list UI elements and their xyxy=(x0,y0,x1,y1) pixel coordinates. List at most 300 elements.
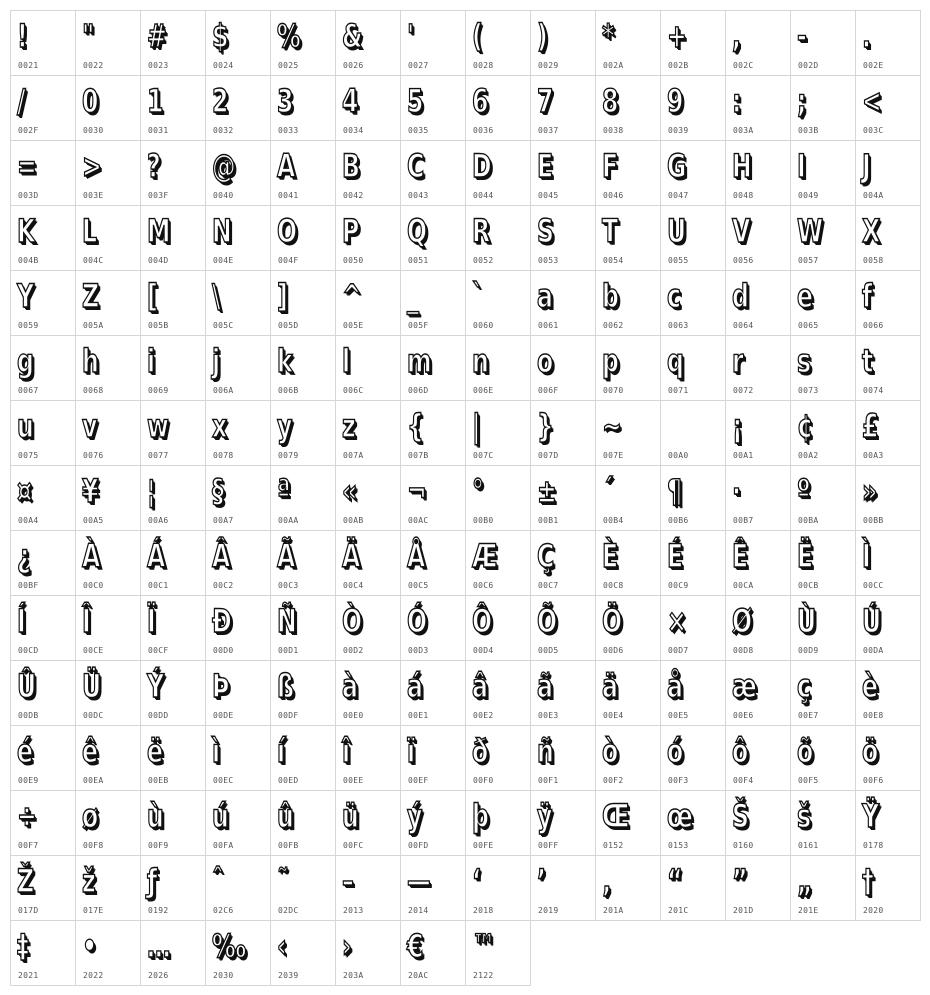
glyph-code: 00C4 xyxy=(343,581,364,590)
glyph-char: H xyxy=(732,147,752,185)
glyph-code: 0055 xyxy=(668,256,689,265)
glyph-cell-00D0 xyxy=(206,596,271,661)
glyph-cell-0029 xyxy=(531,11,596,76)
glyph-code: 00F7 xyxy=(18,841,39,850)
glyph-code: 0063 xyxy=(668,321,689,330)
glyph-cell-00D8 xyxy=(726,596,791,661)
glyph-cell-2039 xyxy=(271,921,336,986)
glyph-cell-0178 xyxy=(856,791,921,856)
glyph-code: 0033 xyxy=(278,126,299,135)
glyph-cell-00E3 xyxy=(531,661,596,726)
glyph-code: 00AC xyxy=(408,516,429,525)
glyph-char: † xyxy=(862,862,874,900)
glyph-char: y xyxy=(277,407,293,445)
glyph-code: 00D3 xyxy=(408,646,429,655)
glyph-code: 0079 xyxy=(278,451,299,460)
glyph-char: Å xyxy=(407,537,426,575)
glyph-char: d xyxy=(732,277,749,315)
glyph-char: Ø xyxy=(732,602,753,640)
glyph-cell-00B0 xyxy=(466,466,531,531)
glyph-char: Â xyxy=(212,537,231,575)
glyph-char: € xyxy=(407,927,424,965)
glyph-code: 00CE xyxy=(83,646,104,655)
glyph-cell-2020 xyxy=(856,856,921,921)
glyph-char: Ê xyxy=(732,537,749,575)
glyph-cell-005E xyxy=(336,271,401,336)
glyph-code: 0074 xyxy=(863,386,884,395)
glyph-cell-00F3 xyxy=(661,726,726,791)
glyph-code: 02C6 xyxy=(213,906,234,915)
glyph-cell-201C xyxy=(661,856,726,921)
glyph-cell-00B4 xyxy=(596,466,661,531)
glyph-char: ì xyxy=(212,732,221,770)
glyph-code: 0043 xyxy=(408,191,429,200)
glyph-char: E xyxy=(537,147,554,185)
glyph-code: 00FF xyxy=(538,841,559,850)
glyph-cell-0025 xyxy=(271,11,336,76)
glyph-cell-0152 xyxy=(596,791,661,856)
glyph-code: 00EF xyxy=(408,776,429,785)
glyph-cell-0023 xyxy=(141,11,206,76)
glyph-char: ™ xyxy=(472,927,496,965)
glyph-code: 0067 xyxy=(18,386,39,395)
glyph-cell-005B xyxy=(141,271,206,336)
glyph-char: È xyxy=(602,537,619,575)
glyph-char: . xyxy=(862,17,871,55)
glyph-char: $ xyxy=(212,17,229,55)
glyph-code: 00D5 xyxy=(538,646,559,655)
glyph-code: 00BA xyxy=(798,516,819,525)
glyph-char: 1 xyxy=(147,82,164,120)
glyph-code: 00A5 xyxy=(83,516,104,525)
glyph-char: K xyxy=(17,212,36,250)
glyph-char: ô xyxy=(732,732,749,770)
glyph-char: å xyxy=(667,667,683,705)
glyph-char: û xyxy=(277,797,294,835)
glyph-char: Ç xyxy=(537,537,555,575)
glyph-char: Á xyxy=(147,537,166,575)
glyph-char: v xyxy=(82,407,98,445)
glyph-code: 00C5 xyxy=(408,581,429,590)
glyph-char: Ù xyxy=(797,602,817,640)
glyph-cell-2122 xyxy=(466,921,531,986)
glyph-code: 0057 xyxy=(798,256,819,265)
glyph-code: 004D xyxy=(148,256,169,265)
glyph-char: J xyxy=(862,147,871,185)
glyph-cell-0049 xyxy=(791,141,856,206)
glyph-code: 201C xyxy=(668,906,689,915)
glyph-cell-0075 xyxy=(11,401,76,466)
glyph-char: " xyxy=(82,17,95,55)
glyph-cell-20AC xyxy=(401,921,466,986)
glyph-code: 203A xyxy=(343,971,364,980)
glyph-char: O xyxy=(277,212,298,250)
glyph-cell-00C5 xyxy=(401,531,466,596)
glyph-code: 0066 xyxy=(863,321,884,330)
glyph-cell-203A xyxy=(336,921,401,986)
glyph-char: P xyxy=(342,212,360,250)
glyph-cell-0065 xyxy=(791,271,856,336)
glyph-code: 0060 xyxy=(473,321,494,330)
glyph-char: Ì xyxy=(862,537,871,575)
glyph-code: 0064 xyxy=(733,321,754,330)
glyph-cell-00A0 xyxy=(661,401,726,466)
glyph-cell-00A7 xyxy=(206,466,271,531)
glyph-code: 2014 xyxy=(408,906,429,915)
glyph-code: 00A1 xyxy=(733,451,754,460)
glyph-code: 004B xyxy=(18,256,39,265)
glyph-cell-0034 xyxy=(336,76,401,141)
glyph-cell-00BF xyxy=(11,531,76,596)
glyph-code: 2021 xyxy=(18,971,39,980)
glyph-char: L xyxy=(82,212,98,250)
glyph-code: 00BF xyxy=(18,581,39,590)
glyph-code: 00E6 xyxy=(733,711,754,720)
glyph-cell-00CB xyxy=(791,531,856,596)
glyph-code: 0051 xyxy=(408,256,429,265)
glyph-char xyxy=(667,405,675,447)
glyph-cell-00A3 xyxy=(856,401,921,466)
glyph-cell-002F xyxy=(11,76,76,141)
glyph-char: “ xyxy=(667,862,683,900)
glyph-code: 0025 xyxy=(278,61,299,70)
glyph-char: ÿ xyxy=(537,797,553,835)
glyph-code: 00FE xyxy=(473,841,494,850)
glyph-char: Ë xyxy=(797,537,814,575)
glyph-code: 00EC xyxy=(213,776,234,785)
glyph-cell-0153 xyxy=(661,791,726,856)
glyph-char: o xyxy=(537,342,554,380)
glyph-cell-017E xyxy=(76,856,141,921)
glyph-char: ‰ xyxy=(212,927,247,965)
glyph-char: ’ xyxy=(537,862,546,900)
glyph-char: º xyxy=(797,472,811,510)
glyph-char: ¶ xyxy=(667,472,683,510)
glyph-cell-00E7 xyxy=(791,661,856,726)
glyph-cell-0042 xyxy=(336,141,401,206)
glyph-char: / xyxy=(17,82,26,120)
glyph-char: g xyxy=(17,342,34,380)
glyph-cell-006D xyxy=(401,336,466,401)
glyph-code: 00D1 xyxy=(278,646,299,655)
glyph-cell-00F7 xyxy=(11,791,76,856)
glyph-char: u xyxy=(17,407,34,445)
glyph-char: Y xyxy=(17,277,35,315)
glyph-code: 006D xyxy=(408,386,429,395)
glyph-code: 006F xyxy=(538,386,559,395)
glyph-code: 00DF xyxy=(278,711,299,720)
glyph-char: × xyxy=(667,602,687,640)
glyph-char: ‡ xyxy=(17,927,29,965)
glyph-char: ˆ xyxy=(212,862,224,900)
glyph-char: < xyxy=(862,82,882,120)
glyph-cell-0161 xyxy=(791,791,856,856)
glyph-cell-00F0 xyxy=(466,726,531,791)
glyph-code: 0038 xyxy=(603,126,624,135)
glyph-cell-005D xyxy=(271,271,336,336)
glyph-cell-0026 xyxy=(336,11,401,76)
glyph-code: 002D xyxy=(798,61,819,70)
glyph-code: 0029 xyxy=(538,61,559,70)
glyph-code: 007B xyxy=(408,451,429,460)
glyph-char: 7 xyxy=(537,82,554,120)
glyph-char: ï xyxy=(407,732,416,770)
glyph-code: 0192 xyxy=(148,906,169,915)
glyph-code: 00C7 xyxy=(538,581,559,590)
glyph-code: 0062 xyxy=(603,321,624,330)
glyph-code: 201D xyxy=(733,906,754,915)
glyph-code: 0077 xyxy=(148,451,169,460)
glyph-cell-0068 xyxy=(76,336,141,401)
glyph-code: 00B6 xyxy=(668,516,689,525)
glyph-cell-0033 xyxy=(271,76,336,141)
glyph-code: 002B xyxy=(668,61,689,70)
glyph-char: b xyxy=(602,277,619,315)
glyph-cell-00EF xyxy=(401,726,466,791)
glyph-char: ü xyxy=(342,797,359,835)
glyph-code: 00E1 xyxy=(408,711,429,720)
glyph-cell-00C7 xyxy=(531,531,596,596)
glyph-code: 0160 xyxy=(733,841,754,850)
glyph-cell-00DF xyxy=(271,661,336,726)
glyph-code: 0035 xyxy=(408,126,429,135)
glyph-char: Û xyxy=(17,667,37,705)
glyph-code: 00E2 xyxy=(473,711,494,720)
glyph-code: 00A6 xyxy=(148,516,169,525)
glyph-cell-006E xyxy=(466,336,531,401)
glyph-code: 201A xyxy=(603,906,624,915)
glyph-cell-0067 xyxy=(11,336,76,401)
glyph-cell-00FD xyxy=(401,791,466,856)
glyph-code: 003E xyxy=(83,191,104,200)
glyph-code: 00BB xyxy=(863,516,884,525)
glyph-cell-005C xyxy=(206,271,271,336)
glyph-code: 0069 xyxy=(148,386,169,395)
glyph-char: & xyxy=(342,17,363,55)
glyph-code: 005E xyxy=(343,321,364,330)
glyph-cell-00CF xyxy=(141,596,206,661)
glyph-cell-00E0 xyxy=(336,661,401,726)
glyph-char: ( xyxy=(472,17,483,55)
glyph-char: ) xyxy=(537,17,548,55)
glyph-cell-00C9 xyxy=(661,531,726,596)
glyph-code: 00F8 xyxy=(83,841,104,850)
glyph-code: 003B xyxy=(798,126,819,135)
glyph-code: 00F6 xyxy=(863,776,884,785)
glyph-cell-017D xyxy=(11,856,76,921)
glyph-code: 00A0 xyxy=(668,451,689,460)
glyph-code: 2030 xyxy=(213,971,234,980)
glyph-cell-0064 xyxy=(726,271,791,336)
glyph-char: õ xyxy=(797,732,814,770)
glyph-code: 004C xyxy=(83,256,104,265)
glyph-code: 00F3 xyxy=(668,776,689,785)
glyph-cell-00D9 xyxy=(791,596,856,661)
glyph-code: 0023 xyxy=(148,61,169,70)
glyph-code: 006C xyxy=(343,386,364,395)
glyph-cell-006A xyxy=(206,336,271,401)
glyph-code: 00A3 xyxy=(863,451,884,460)
glyph-char: ä xyxy=(602,667,618,705)
glyph-char: M xyxy=(147,212,171,250)
glyph-cell-00EC xyxy=(206,726,271,791)
glyph-char: á xyxy=(407,667,423,705)
glyph-char: k xyxy=(277,342,293,380)
glyph-char: 3 xyxy=(277,82,294,120)
glyph-code: 017E xyxy=(83,906,104,915)
glyph-code: 0052 xyxy=(473,256,494,265)
glyph-code: 00A7 xyxy=(213,516,234,525)
glyph-char: R xyxy=(472,212,491,250)
glyph-char: Þ xyxy=(212,667,230,705)
glyph-char: G xyxy=(667,147,687,185)
glyph-code: 0046 xyxy=(603,191,624,200)
glyph-cell-0053 xyxy=(531,206,596,271)
glyph-char: ß xyxy=(277,667,294,705)
glyph-char: ‹ xyxy=(277,927,287,965)
glyph-char: « xyxy=(342,472,358,510)
glyph-code: 00FD xyxy=(408,841,429,850)
glyph-code: 0054 xyxy=(603,256,624,265)
glyph-cell-0035 xyxy=(401,76,466,141)
glyph-char: Æ xyxy=(472,537,498,575)
glyph-char: ^ xyxy=(342,277,362,315)
glyph-char: ! xyxy=(17,17,28,55)
glyph-cell-00EB xyxy=(141,726,206,791)
glyph-code: 006A xyxy=(213,386,234,395)
glyph-code: 003F xyxy=(148,191,169,200)
glyph-char: Ò xyxy=(342,602,363,640)
glyph-cell-0031 xyxy=(141,76,206,141)
glyph-code: 0049 xyxy=(798,191,819,200)
glyph-char: Ñ xyxy=(277,602,297,640)
glyph-code: 0056 xyxy=(733,256,754,265)
glyph-cell-0072 xyxy=(726,336,791,401)
glyph-cell-2026 xyxy=(141,921,206,986)
glyph-char: „ xyxy=(797,862,813,900)
glyph-char: Ö xyxy=(602,602,623,640)
glyph-cell-0077 xyxy=(141,401,206,466)
glyph-char: ž xyxy=(82,862,96,900)
glyph-code: 00DC xyxy=(83,711,104,720)
glyph-code: 00D2 xyxy=(343,646,364,655)
glyph-cell-0040 xyxy=(206,141,271,206)
glyph-cell-007C xyxy=(466,401,531,466)
glyph-cell-0052 xyxy=(466,206,531,271)
glyph-cell-00F9 xyxy=(141,791,206,856)
glyph-code: 2020 xyxy=(863,906,884,915)
glyph-cell-00D1 xyxy=(271,596,336,661)
glyph-char: { xyxy=(407,407,424,445)
glyph-code: 00DE xyxy=(213,711,234,720)
glyph-code: 00E5 xyxy=(668,711,689,720)
glyph-char: í xyxy=(277,732,286,770)
glyph-char: — xyxy=(407,862,431,900)
glyph-cell-0051 xyxy=(401,206,466,271)
glyph-cell-00F6 xyxy=(856,726,921,791)
glyph-cell-0046 xyxy=(596,141,661,206)
glyph-code: 2013 xyxy=(343,906,364,915)
glyph-cell-00AA xyxy=(271,466,336,531)
glyph-code: 0034 xyxy=(343,126,364,135)
glyph-code: 007C xyxy=(473,451,494,460)
glyph-char: - xyxy=(797,17,807,55)
glyph-code: 002A xyxy=(603,61,624,70)
glyph-cell-201D xyxy=(726,856,791,921)
glyph-char: p xyxy=(602,342,619,380)
glyph-code: 201E xyxy=(798,906,819,915)
glyph-char: : xyxy=(732,82,742,120)
glyph-cell-0063 xyxy=(661,271,726,336)
glyph-code: 005A xyxy=(83,321,104,330)
glyph-cell-007E xyxy=(596,401,661,466)
glyph-char: z xyxy=(342,407,356,445)
glyph-cell-00DB xyxy=(11,661,76,726)
glyph-code: 0022 xyxy=(83,61,104,70)
glyph-cell-00F8 xyxy=(76,791,141,856)
glyph-char: • xyxy=(82,927,98,965)
glyph-code: 004A xyxy=(863,191,884,200)
glyph-char: ú xyxy=(212,797,229,835)
glyph-cell-0070 xyxy=(596,336,661,401)
glyph-cell-2022 xyxy=(76,921,141,986)
glyph-code: 00FA xyxy=(213,841,234,850)
glyph-cell-00F5 xyxy=(791,726,856,791)
glyph-char: Ü xyxy=(82,667,102,705)
glyph-cell-005F xyxy=(401,271,466,336)
glyph-char: ‘ xyxy=(472,862,481,900)
glyph-char: 9 xyxy=(667,82,684,120)
glyph-char: A xyxy=(277,147,296,185)
glyph-char: i xyxy=(147,342,156,380)
glyph-code: 00CA xyxy=(733,581,754,590)
glyph-code: 00FB xyxy=(278,841,299,850)
glyph-code: 0028 xyxy=(473,61,494,70)
glyph-cell-00B7 xyxy=(726,466,791,531)
glyph-char: ê xyxy=(82,732,99,770)
glyph-char: W xyxy=(797,212,824,250)
glyph-char: ù xyxy=(147,797,164,835)
glyph-code: 003C xyxy=(863,126,884,135)
glyph-char: Í xyxy=(17,602,26,640)
glyph-cell-2014 xyxy=(401,856,466,921)
glyph-char: § xyxy=(212,472,224,510)
glyph-char: # xyxy=(147,17,167,55)
glyph-code: 00D6 xyxy=(603,646,624,655)
glyph-cell-00E2 xyxy=(466,661,531,726)
glyph-code: 0059 xyxy=(18,321,39,330)
glyph-char: ¡ xyxy=(732,407,743,445)
glyph-cell-0076 xyxy=(76,401,141,466)
glyph-code: 00D4 xyxy=(473,646,494,655)
glyph-cell-00CC xyxy=(856,531,921,596)
glyph-char: Ú xyxy=(862,602,882,640)
glyph-code: 2026 xyxy=(148,971,169,980)
glyph-char: 4 xyxy=(342,82,359,120)
glyph-code: 00EA xyxy=(83,776,104,785)
glyph-code: 0044 xyxy=(473,191,494,200)
glyph-code: 00F4 xyxy=(733,776,754,785)
glyph-char: ö xyxy=(862,732,879,770)
glyph-char: n xyxy=(472,342,489,380)
glyph-cell-007D xyxy=(531,401,596,466)
glyph-char: … xyxy=(147,927,171,965)
glyph-cell-00CE xyxy=(76,596,141,661)
glyph-cell-201E xyxy=(791,856,856,921)
glyph-cell-2018 xyxy=(466,856,531,921)
glyph-code: 0030 xyxy=(83,126,104,135)
glyph-char: É xyxy=(667,537,684,575)
